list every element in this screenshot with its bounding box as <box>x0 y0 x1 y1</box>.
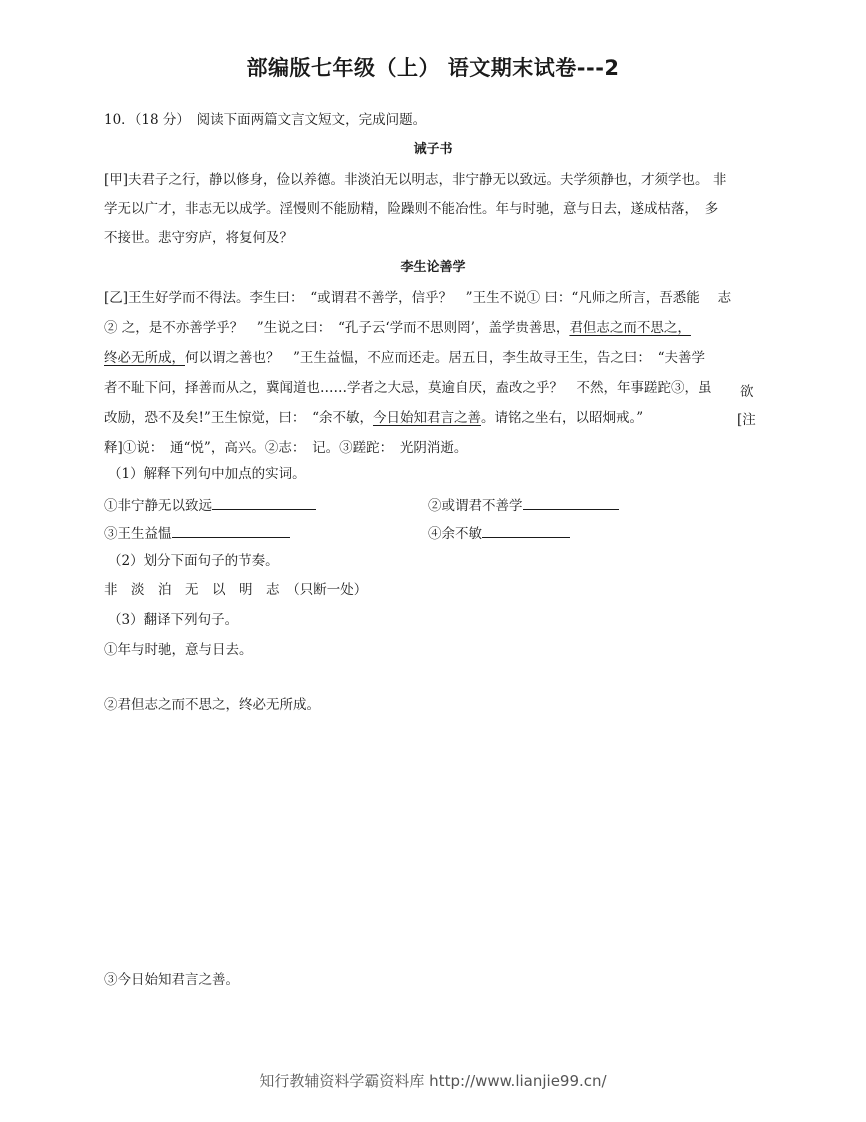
q3-item-b: ②君但志之而不思之，终必无所成。 <box>104 697 320 713</box>
text2-line-1: [乙]王生好学而不得法。李生曰： “或谓君不善学，信乎？ ”王生不说① 曰：“凡师之所言，吾悉能 志 <box>104 290 732 306</box>
q1-item-b <box>428 494 619 514</box>
text2-line-2a: ② 之，是不亦善学乎？ ”生说之曰： “孔子云‘学而不思则罔’，盖学贵善思， <box>104 320 570 336</box>
footer-watermark: 知行教辅资料学霸资料库 http://www.lianjie99.cn/ <box>259 1072 607 1090</box>
text1-line-1: [甲]夫君子之行，静以修身，俭以养德。非淡泊无以明志，非宁静无以致远。夫学须静也，才须学也。 非 <box>104 172 727 188</box>
text2-line-5 <box>104 406 643 426</box>
text1-line-2: 学无以广才，非志无以成学。淫慢则不能励精，险躁则不能冶性。年与时驰，意与日去，遂成枯落， 多 <box>104 201 719 217</box>
q3-prompt: （3）翻译下列句子。 <box>108 612 239 628</box>
text1-heading: 诫子书 <box>413 142 453 157</box>
q3-item-a: ①年与时驰，意与日去。 <box>104 642 253 658</box>
page-title: 部编版七年级（上） 语文期末试卷---2 <box>246 56 620 80</box>
text2-line-3 <box>104 346 705 366</box>
q1-item-a <box>104 494 316 514</box>
q1-item-a-text: ①非宁静无以致远 <box>104 498 212 514</box>
q1-item-d-text: ④余不敏 <box>428 526 482 542</box>
text2-notes: 释]①说： 通“悦”，高兴。②志： 记。③蹉跎： 光阴消逝。 <box>104 440 468 456</box>
q1-item-d <box>428 522 570 542</box>
text2-line-2 <box>104 316 691 336</box>
text2-line-5-extra: [注 <box>737 412 756 428</box>
answer-blank[interactable] <box>172 523 290 538</box>
text2-line-5a: 改励，恐不及矣!”王生惊觉，曰： “余不敏， <box>104 410 373 426</box>
q1-item-c-text: ③王生益愠 <box>104 526 172 542</box>
answer-blank[interactable] <box>212 495 316 510</box>
q1-item-b-text: ②或谓君不善学 <box>428 498 523 514</box>
q1-item-c <box>104 522 290 542</box>
q1-prompt: （1）解释下列句中加点的实词。 <box>108 466 306 482</box>
answer-blank[interactable] <box>523 495 619 510</box>
text2-line-3b: 何以谓之善也？ ”王生益愠，不应而还走。居五日，李生故寻王生，告之曰： “夫善学 <box>185 350 706 366</box>
text1-line-3: 不接世。悲守穷庐，将复何及？ <box>104 230 293 246</box>
text2-heading: 李生论善学 <box>400 260 466 275</box>
text2-line-4-extra: 欲 <box>740 384 754 400</box>
text2-line-5c: 。请铭之坐右，以昭炯戒。” <box>480 410 644 426</box>
q3-item-c: ③今日始知君言之善。 <box>104 972 239 988</box>
q2-prompt: （2）划分下面句子的节奏。 <box>108 553 279 569</box>
q2-sentence: 非 淡 泊 无 以 明 志 （只断一处） <box>104 582 368 598</box>
question-intro: 10．（18 分） 阅读下面两篇文言文短文，完成问题。 <box>104 112 427 128</box>
underlined-phrase-2: 终必无所成， <box>104 350 185 366</box>
text2-line-4: 者不耻下问，择善而从之，冀闻道也……学者之大忌，莫逾自厌，盍改之乎？ 不然，年事蹉跎③，虽 <box>104 380 712 396</box>
underlined-phrase-3: 今日始知君言之善 <box>372 410 481 426</box>
answer-blank[interactable] <box>482 523 570 538</box>
underlined-phrase-1: 君但志之而不思之， <box>569 320 691 336</box>
